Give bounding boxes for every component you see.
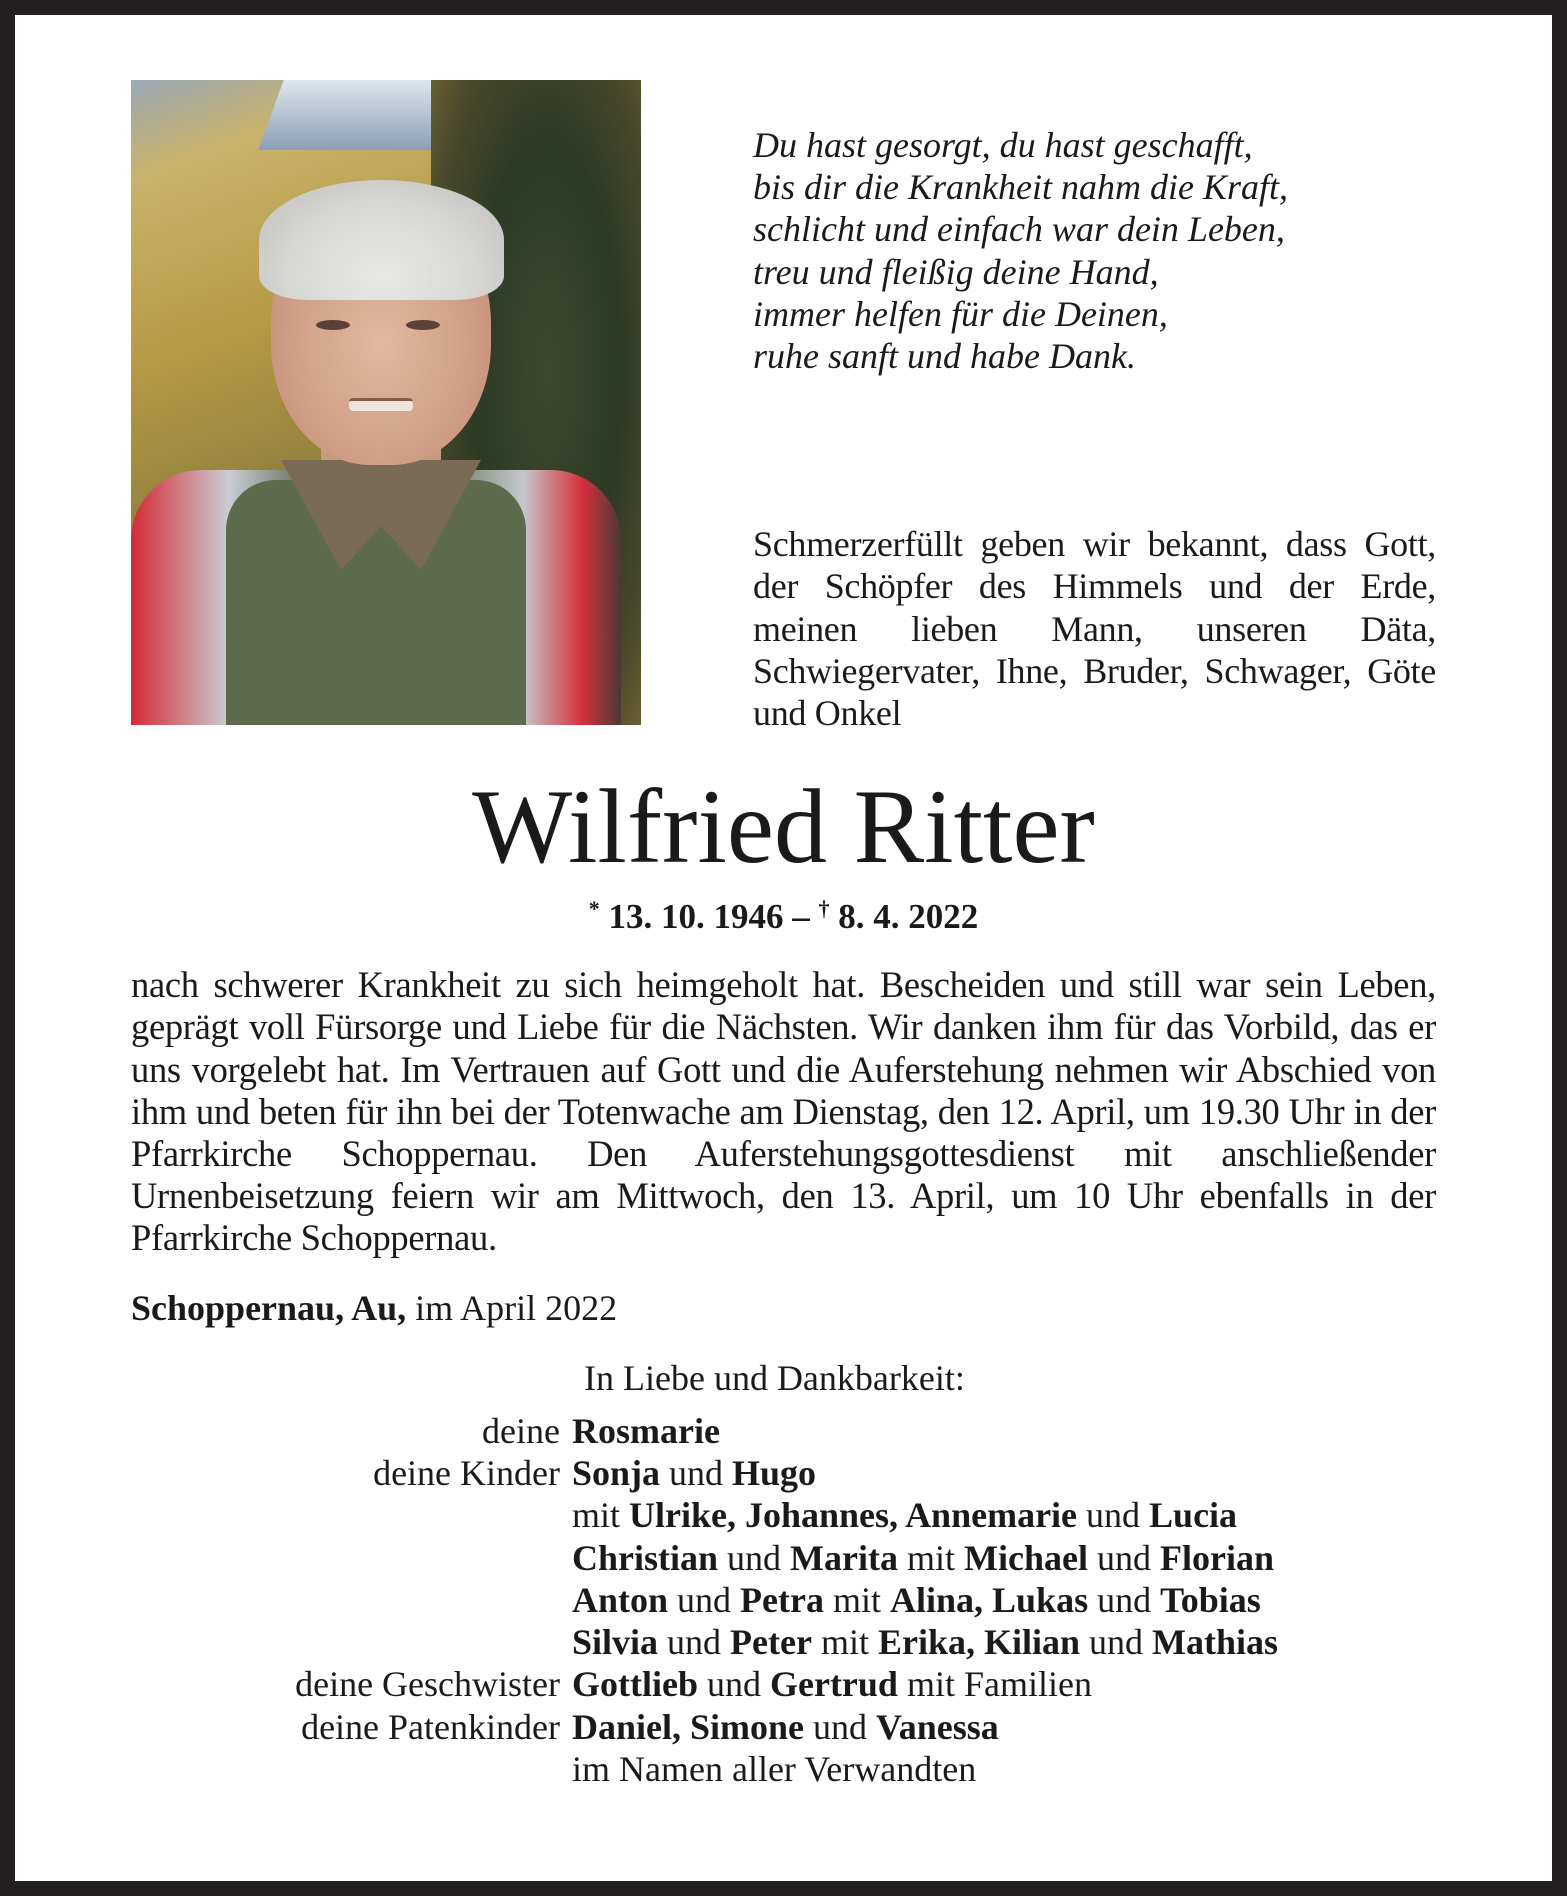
mourner-name: Erika, Kilian: [877, 1622, 1081, 1663]
place-name: Schoppernau, Au,: [131, 1287, 407, 1328]
poem-line: bis dir die Krankheit nahm die Kraft,: [753, 167, 1288, 208]
place-date: [131, 1286, 1436, 1330]
mourner-name: Gertrud: [769, 1664, 898, 1705]
mourner-name: Christian: [572, 1537, 719, 1578]
connector-text: mit: [832, 1579, 881, 1620]
mourner-row: [0, 1748, 1436, 1790]
mourner-name: Silvia: [572, 1622, 659, 1663]
mourner-name: Ulrike, Johannes, Annemarie: [629, 1495, 1078, 1536]
connector-text: und: [677, 1579, 732, 1620]
mourner-name: Gottlieb: [572, 1664, 698, 1705]
connector-text: und: [667, 1622, 722, 1663]
mourner-row: [0, 1706, 1436, 1748]
poem-line: treu und fleißig deine Hand,: [753, 251, 1159, 292]
mourner-row: [0, 1621, 1436, 1663]
mourner-names: [572, 1494, 1237, 1536]
deceased-name: Wilfried Ritter: [472, 768, 1095, 886]
relation-label: [0, 1494, 572, 1536]
mourner-row: [0, 1452, 1436, 1494]
thanks-heading: In Liebe und Dankbarkeit:: [584, 1357, 965, 1398]
connector-text: und: [727, 1537, 782, 1578]
portrait-photo: [131, 80, 641, 725]
mourner-row: [0, 1579, 1436, 1621]
mourner-name: Daniel, Simone: [572, 1706, 805, 1747]
relation-label: [0, 1579, 572, 1621]
top-section: [131, 80, 1436, 734]
mourners-list: [0, 1410, 1436, 1791]
right-column: [753, 80, 1436, 734]
relation-label: [0, 1537, 572, 1579]
mourner-names: [572, 1452, 816, 1494]
mourner-names: [572, 1579, 1261, 1621]
relation-label: deine Kinder: [373, 1452, 560, 1493]
mourner-name: Alina, Lukas: [889, 1579, 1089, 1620]
mourner-names: [572, 1663, 1092, 1705]
mourner-name: Anton: [572, 1579, 669, 1620]
connector-text: mit: [572, 1495, 621, 1536]
connector-text: mit Familien: [906, 1664, 1092, 1705]
death-symbol: †: [818, 896, 830, 922]
poem: [753, 80, 1436, 377]
mourner-name: Sonja: [572, 1452, 661, 1493]
poem-line: schlicht und einfach war dein Leben,: [753, 209, 1285, 250]
connector-text: im Namen aller Verwandten: [572, 1749, 977, 1790]
birth-date: 13. 10. 1946: [608, 897, 784, 937]
mourner-name: Michael: [964, 1537, 1088, 1578]
relation-label: [0, 1621, 572, 1663]
relation-label: deine Patenkinder: [301, 1706, 560, 1747]
poem-line: immer helfen für die Deinen,: [753, 293, 1168, 334]
mourner-name: Peter: [730, 1622, 812, 1663]
mourner-name: Mathias: [1152, 1622, 1279, 1663]
mourner-names: [572, 1410, 720, 1452]
connector-text: und: [1097, 1579, 1152, 1620]
mourner-names: [572, 1537, 1274, 1579]
birth-symbol: *: [588, 896, 600, 922]
poem-line: ruhe sanft und habe Dank.: [753, 336, 1136, 377]
poem-line: Du hast gesorgt, du hast geschafft,: [753, 125, 1253, 165]
mourner-row: [0, 1663, 1436, 1705]
relation-label: [0, 1748, 572, 1790]
mourner-name: Lucia: [1149, 1495, 1238, 1536]
connector-text: und: [669, 1452, 724, 1493]
date-separator: –: [792, 897, 810, 937]
mourner-names: [572, 1706, 999, 1748]
place-date-text: im April 2022: [415, 1287, 618, 1328]
connector-text: und: [1089, 1622, 1144, 1663]
connector-text: und: [706, 1664, 761, 1705]
mourner-name: Rosmarie: [572, 1410, 720, 1451]
relation-label: deine: [482, 1410, 560, 1451]
mourner-name: Vanessa: [876, 1706, 999, 1747]
mourner-name: Marita: [790, 1537, 898, 1578]
life-dates: [0, 892, 1567, 942]
mourner-names: [572, 1748, 976, 1790]
announcement-intro: Schmerzerfüllt geben wir bekannt, dass Gott, der Schöpfer des Himmels und der Erde, meinen lieben Mann, unseren Däta, Schwiegervater, Ihne, Bruder, Schwager, Göte und Onkel: [753, 524, 1436, 734]
mourner-row: [0, 1537, 1436, 1579]
death-date: 8. 4. 2022: [838, 897, 979, 937]
mourner-names: [572, 1621, 1278, 1663]
mourner-name: Tobias: [1160, 1579, 1261, 1620]
mourner-row: [0, 1494, 1436, 1536]
mourner-name: Florian: [1159, 1537, 1274, 1578]
mourner-name: Petra: [740, 1579, 824, 1620]
relation-label: deine Geschwister: [295, 1664, 560, 1705]
body-text: nach schwerer Krankheit zu sich heimgeholt hat. Bescheiden und still war sein Leben, geprägt voll Fürsorge und Liebe für die Nächsten. Wir danken ihm für das Vorbild, das er uns vorgelebt hat. Im Vertrauen auf Gott und die Auferstehung nehmen wir Abschied von ihm und beten für ihn bei der Totenwache am Dienstag, den 12. April, um 19.30 Uhr in der Pfarrkirche Schoppernau. Den Auferstehungsgottesdienst mit anschließender Urnenbeisetzung feiern wir am Mittwoch, den 13. April, um 10 Uhr ebenfalls in der Pfarrkirche Schoppernau.: [131, 964, 1436, 1259]
connector-text: und: [1096, 1537, 1151, 1578]
mourner-row: [0, 1410, 1436, 1452]
connector-text: mit: [906, 1537, 955, 1578]
connector-text: mit: [820, 1622, 869, 1663]
connector-text: und: [1086, 1495, 1141, 1536]
connector-text: und: [813, 1706, 868, 1747]
mourner-name: Hugo: [732, 1452, 817, 1493]
